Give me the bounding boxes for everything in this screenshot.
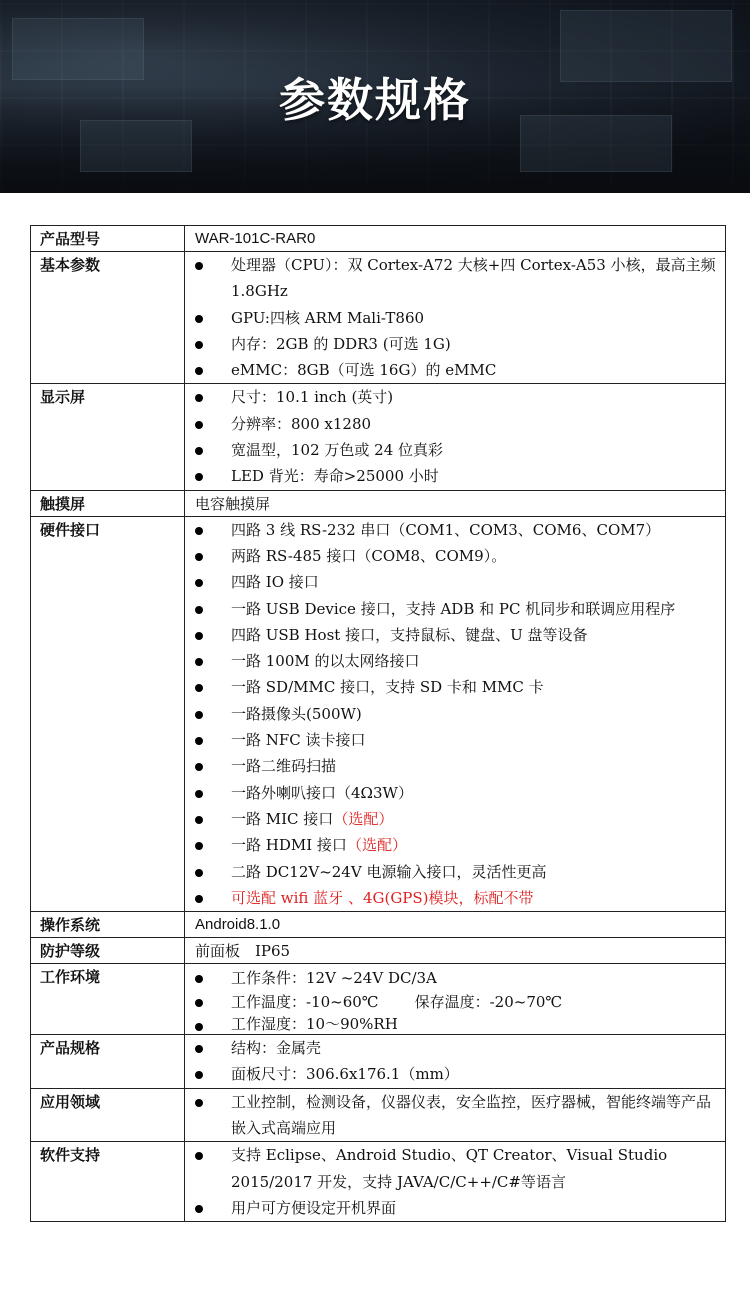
list-item: 工作条件：12V ~24V DC/3A [195,966,719,990]
list-item [195,806,719,832]
page-title: 参数规格 [279,73,471,127]
list-item: 二路 DC12V~24V 电源输入接口，灵活性更高 [195,859,719,885]
list-item: GPU:四核 ARM Mali-T860 [195,305,719,331]
row-label: 防护等级 [31,938,185,964]
row-label: 产品型号 [31,226,185,252]
row-label: 显示屏 [31,384,185,490]
table-row [31,1142,726,1222]
table-row [31,964,726,1035]
list-item: 一路二维码扫描 [195,753,719,779]
list-item: 工业控制，检测设备，仪器仪表，安全监控，医疗器械，智能终端等产品嵌入式高端应用 [195,1089,719,1142]
row-label: 硬件接口 [31,516,185,911]
list-item [195,832,719,858]
list-item: 四路 USB Host 接口，支持鼠标、键盘、U 盘等设备 [195,622,719,648]
product-spec-list [195,1035,719,1088]
table-row [31,490,726,516]
table-row [31,1035,726,1089]
table-row [31,252,726,384]
storage-temp: 保存温度：-20~70℃ [414,993,563,1012]
list-item: LED 背光：寿命>25000 小时 [195,463,719,489]
display-list [195,384,719,489]
table-row [31,912,726,938]
model-value: WAR-101C-RAR0 [185,226,726,252]
list-item: 两路 RS-485 接口（COM8、COM9）。 [195,543,719,569]
row-label: 应用领域 [31,1088,185,1142]
application-list [195,1089,719,1142]
mic-interface-text: 一路 MIC 接口 [231,809,334,828]
table-row [31,516,726,911]
os-value: Android8.1.0 [185,912,726,938]
header-banner [0,0,750,193]
operating-temp: 工作温度：-10~60℃ [231,993,379,1012]
list-item: 一路摄像头(500W) [195,701,719,727]
spec-table [30,225,726,1222]
list-item: eMMC：8GB（可选 16G）的 eMMC [195,357,719,383]
list-item: 内存：2GB 的 DDR3 (可选 1G) [195,331,719,357]
list-item: 一路外喇叭接口（4Ω3W） [195,780,719,806]
list-item: 可选配 wifi 蓝牙 、4G(GPS)模块，标配不带 [195,885,719,911]
row-label: 产品规格 [31,1035,185,1089]
interfaces-list [195,517,719,911]
list-item: 一路 USB Device 接口，支持 ADB 和 PC 机同步和联调应用程序 [195,596,719,622]
protection-value: 前面板 IP65 [185,938,726,964]
list-item: 面板尺寸：306.6x176.1（mm） [195,1061,719,1087]
list-item: 支持 Eclipse、Android Studio、QT Creator、Visual Studio 2015/2017 开发，支持 JAVA/C/C++/C#等语言 [195,1142,719,1195]
list-item: 工作湿度：10～90%RH [195,1014,719,1034]
list-item: 尺寸：10.1 inch (英寸) [195,384,719,410]
list-item: 四路 3 线 RS-232 串口（COM1、COM3、COM6、COM7） [195,517,719,543]
list-item: 一路 100M 的以太网络接口 [195,648,719,674]
hdmi-interface-text: 一路 HDMI 接口 [231,836,347,855]
list-item: 用户可方便设定开机界面 [195,1195,719,1221]
row-label: 触摸屏 [31,490,185,516]
table-row [31,1088,726,1142]
software-list [195,1142,719,1221]
table-row [31,226,726,252]
optional-note: （选配） [346,836,407,855]
table-row [31,384,726,490]
list-item: 结构：金属壳 [195,1035,719,1061]
environment-list [195,964,719,1034]
list-item: 处理器（CPU）：双 Cortex-A72 大核+四 Cortex-A53 小核，最高主频 1.8GHz [195,252,719,305]
table-row [31,938,726,964]
list-item [195,990,719,1014]
touch-value: 电容触摸屏 [185,490,726,516]
row-label: 操作系统 [31,912,185,938]
row-label: 工作环境 [31,964,185,1035]
list-item: 一路 SD/MMC 接口，支持 SD 卡和 MMC 卡 [195,674,719,700]
list-item: 四路 IO 接口 [195,569,719,595]
list-item: 一路 NFC 读卡接口 [195,727,719,753]
optional-note: （选配） [333,809,394,828]
list-item: 分辨率：800 x1280 [195,411,719,437]
list-item: 宽温型，102 万色或 24 位真彩 [195,437,719,463]
row-label: 软件支持 [31,1142,185,1222]
basic-params-list [195,252,719,383]
row-label: 基本参数 [31,252,185,384]
